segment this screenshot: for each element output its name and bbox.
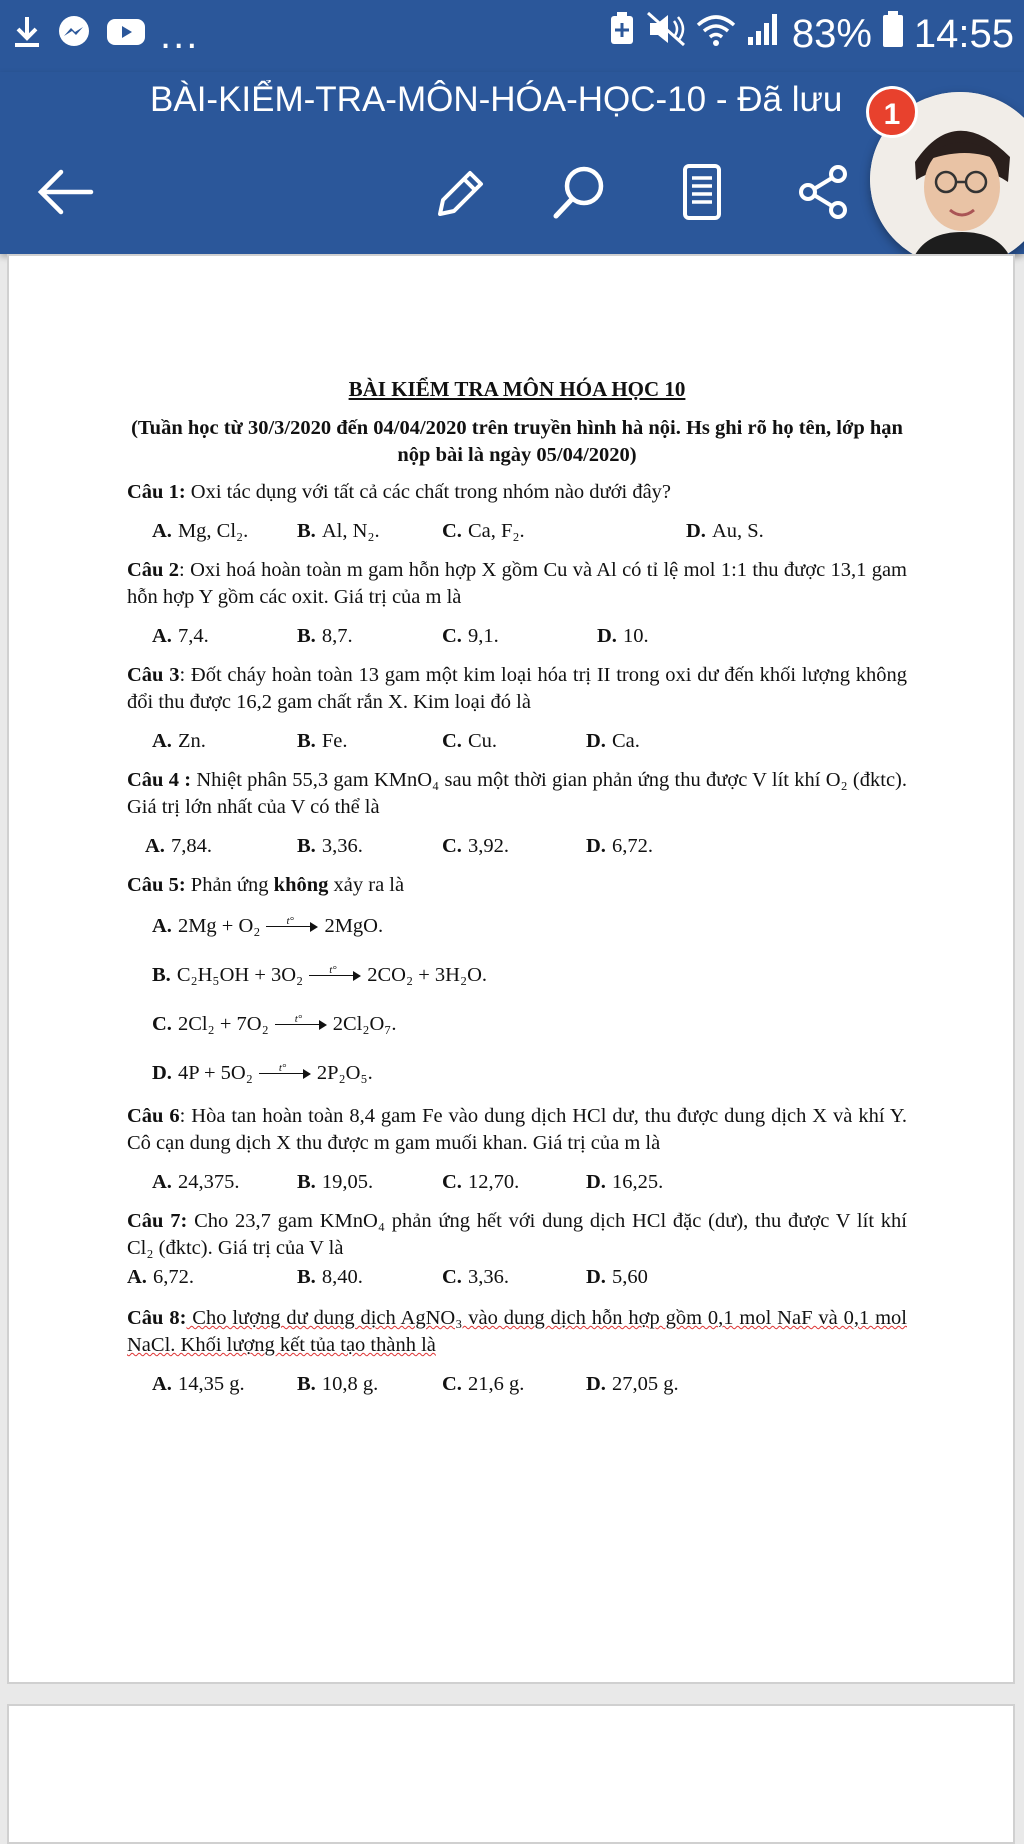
question-label: Câu 1:	[127, 481, 186, 503]
option-c: C. Cu.	[442, 730, 497, 752]
option-b: B. Al, N₂.	[297, 520, 380, 542]
question-8-options	[152, 1371, 907, 1398]
messenger-icon	[56, 14, 92, 55]
reaction-arrow-icon: t°	[266, 922, 318, 932]
more-notifications: ...	[160, 12, 200, 57]
option-b: B. 19,05.	[297, 1171, 374, 1193]
option-d: D. 27,05 g.	[586, 1373, 679, 1395]
reaction-arrow-icon: t°	[309, 971, 361, 981]
option-a: A. 14,35 g.	[152, 1373, 245, 1395]
question-7-options	[127, 1264, 907, 1291]
question-5: Câu 5: Phản ứng không xảy ra là	[127, 874, 405, 896]
status-bar	[0, 0, 1024, 72]
equation-a: A. 2Mg + O₂ t° 2MgO.	[152, 915, 384, 937]
signal-icon	[746, 11, 782, 57]
download-icon	[12, 15, 42, 54]
option-c: C. 21,6 g.	[442, 1373, 525, 1395]
share-button[interactable]	[784, 152, 864, 232]
youtube-icon	[106, 17, 146, 52]
back-button[interactable]	[25, 152, 105, 232]
option-c: C. 12,70.	[442, 1171, 520, 1193]
option-c: C. 3,36.	[442, 1266, 509, 1288]
option-b: B. 10,8 g.	[297, 1373, 379, 1395]
option-c: C. Ca, F₂.	[442, 520, 525, 542]
equation-d: D. 4P + 5O₂ t° 2P₂O₅.	[152, 1062, 373, 1084]
option-b: B. 8,40.	[297, 1266, 363, 1288]
option-d: D. 5,60	[586, 1266, 648, 1288]
mobile-view-icon	[680, 162, 724, 222]
equation-b: B. C₂H₅OH + 3O₂ t° 2CO₂ + 3H₂O.	[152, 964, 488, 986]
option-d: D. Au, S.	[686, 520, 764, 542]
option-a: A. 24,375.	[152, 1171, 240, 1193]
reaction-arrow-icon: t°	[275, 1020, 327, 1030]
notification-badge: 1	[866, 86, 918, 138]
document-subheading: (Tuần học từ 30/3/2020 đến 04/04/2020 trên truyền hình hà nội. Hs ghi rõ họ tên, lớp hạn nộp bài là ngày 05/04/2020)	[131, 417, 903, 466]
wifi-icon	[696, 12, 736, 57]
option-a: A. Mg, Cl₂.	[152, 520, 249, 542]
document-page-2[interactable]	[7, 1704, 1015, 1844]
question-6: Câu 6: Hòa tan hoàn toàn 8,4 gam Fe vào dung dịch HCl dư, thu được dung dịch X và khí Y. Cô cạn dung dịch X thu được m gam muối khan. Giá trị của m là	[127, 1105, 907, 1154]
question-4: Câu 4 : Nhiệt phân 55,3 gam KMnO₄ sau một thời gian phản ứng thu được V lít khí O₂ (đktc). Giá trị lớn nhất của V có thể là	[127, 769, 907, 818]
search-icon	[550, 162, 610, 222]
question-8: Câu 8: Cho lượng dư dung dịch AgNO₃ vào dung dịch hỗn hợp gồm 0,1 mol NaF và 0,1 mol NaCl. Khối lượng kết tủa tạo thành là	[127, 1307, 907, 1356]
option-a: A. 7,4.	[152, 625, 209, 647]
question-3: Câu 3: Đốt cháy hoàn toàn 13 gam một kim loại hóa trị II trong oxi dư đến khối lượng không đổi thu được 16,2 gam chất rắn X. Kim loại đó là	[127, 664, 907, 713]
document-body	[127, 376, 907, 1410]
battery-percent: 83%	[791, 11, 872, 56]
option-a: A. Zn.	[152, 730, 206, 752]
option-a: A. 7,84.	[145, 835, 212, 857]
question-3-options	[152, 728, 907, 755]
question-7: Câu 7: Cho 23,7 gam KMnO₄ phản ứng hết với dung dịch HCl đặc (dư), thu được V lít khí Cl₂ (đktc). Giá trị của V là	[127, 1210, 907, 1259]
equation-c: C. 2Cl₂ + 7O₂ t° 2Cl₂O₇.	[152, 1013, 397, 1035]
reading-view-button[interactable]	[662, 152, 742, 232]
option-c: C. 9,1.	[442, 625, 499, 647]
edit-button[interactable]	[418, 152, 498, 232]
option-c: C. 3,92.	[442, 835, 509, 857]
reaction-arrow-icon: t°	[259, 1069, 311, 1079]
question-2: Câu 2: Oxi hoá hoàn toàn m gam hỗn hợp X gồm Cu và Al có tỉ lệ mol 1:1 thu được 13,1 gam hỗn hợp Y gồm các oxit. Giá trị của m là	[127, 559, 907, 608]
question-4-options	[145, 833, 907, 860]
option-d: D. 16,25.	[586, 1171, 664, 1193]
question-1-options	[152, 518, 907, 545]
document-title[interactable]: BÀI-KIỂM-TRA-MÔN-HÓA-HỌC-10 - Đã lưu	[150, 80, 843, 119]
option-b: B. 8,7.	[297, 625, 353, 647]
battery-icon	[882, 10, 904, 58]
question-6-options	[152, 1169, 907, 1196]
option-b: B. Fe.	[297, 730, 348, 752]
option-d: D. 10.	[597, 625, 649, 647]
option-d: D. 6,72.	[586, 835, 653, 857]
option-d: D. Ca.	[586, 730, 640, 752]
battery-saver-icon	[608, 11, 636, 57]
option-b: B. 3,36.	[297, 835, 363, 857]
search-button[interactable]	[540, 152, 620, 232]
mute-icon	[646, 11, 686, 57]
question-1	[127, 479, 907, 506]
clock: 14:55	[913, 11, 1014, 56]
document-heading: BÀI KIỂM TRA MÔN HÓA HỌC 10	[348, 377, 686, 401]
pencil-icon	[428, 162, 488, 222]
option-a: A. 6,72.	[127, 1266, 194, 1288]
document-page[interactable]	[7, 254, 1015, 1684]
question-2-options	[152, 623, 907, 650]
back-arrow-icon	[35, 167, 95, 217]
question-text: Oxi tác dụng với tất cả các chất trong nhóm nào dưới đây?	[185, 481, 672, 503]
share-icon	[796, 164, 852, 220]
